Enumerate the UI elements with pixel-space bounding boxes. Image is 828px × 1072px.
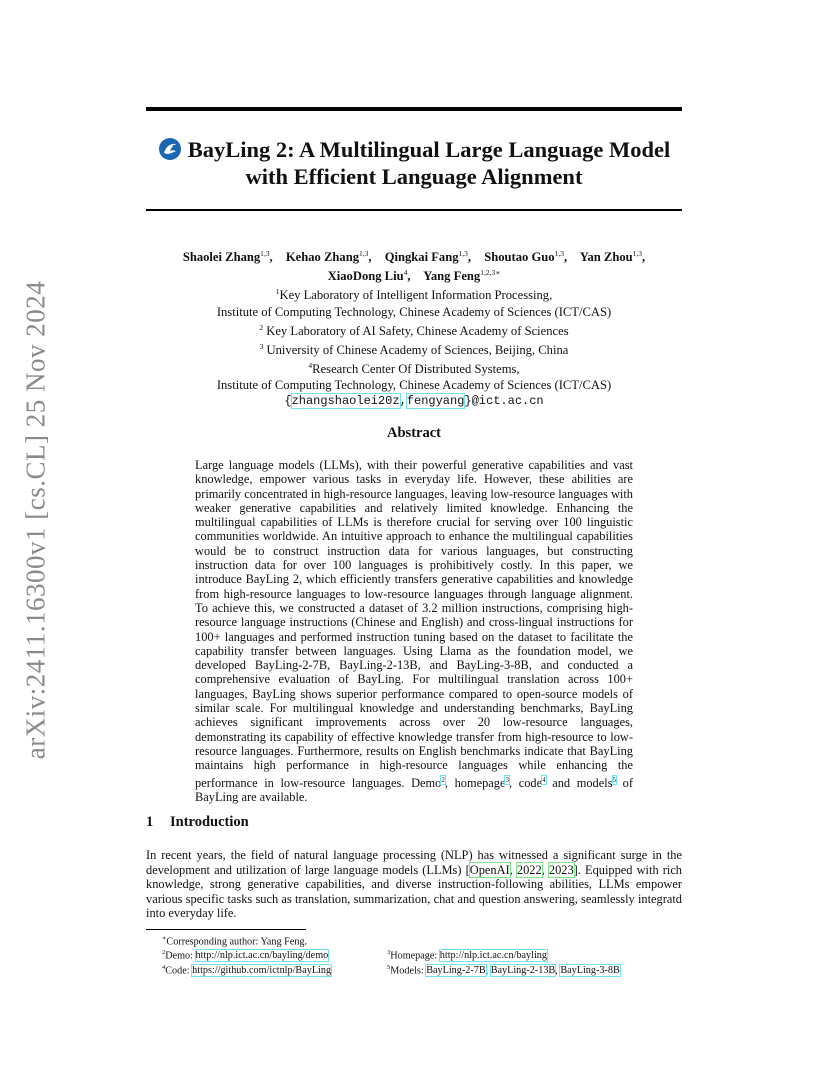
affiliation-text: Key Laboratory of Intelligent Information Processing, (279, 288, 553, 303)
author-name: Yan Zhou (579, 250, 633, 265)
section-heading (146, 814, 249, 831)
section-title: Introduction (170, 814, 249, 830)
citation-sep: , (541, 862, 549, 877)
author-name: Kehao Zhang (285, 250, 359, 265)
footnote-mark: 5 (387, 964, 391, 971)
affiliation-3 (146, 339, 682, 358)
tail-homepage: , homepage (444, 775, 506, 790)
abstract-body (195, 458, 633, 804)
footnote-mark: 4 (162, 964, 166, 971)
affiliation-1-institute: Institute of Computing Technology, Chinese Academy of Sciences (ICT/CAS) (216, 304, 612, 319)
model-link-bayling-2-7b[interactable]: BayLing-2-7B (426, 965, 486, 977)
author-name: Shoutao Guo (484, 250, 555, 265)
affiliation-4 (146, 358, 682, 377)
author-affil-sup: 1,3 (632, 249, 643, 258)
footnote-sep: , (485, 965, 491, 977)
code-link[interactable]: https://github.com/ictnlp/BayLing (192, 965, 332, 977)
author-affil-sup: 1,2,3∗ (480, 268, 501, 278)
email-link-fengyang[interactable]: fengyang (406, 394, 465, 409)
demo-link[interactable]: http://nlp.ict.ac.cn/bayling/demo (195, 950, 329, 962)
footnote-3 (387, 947, 547, 962)
intro-text-a: In recent years, the field of natural language processing (NLP) has witnessed a significant surge in the development and utilization of large language models (LLMs) [ (146, 848, 682, 877)
email-brace: { (284, 394, 292, 409)
footnote-mark: ∗ (162, 935, 167, 942)
footnote-2 (162, 947, 328, 962)
footnote-ref-4[interactable]: 4 (542, 775, 546, 784)
author-affil-sup: 1,3 (458, 249, 468, 258)
author-name: Yang Feng (423, 269, 481, 284)
affiliation-text: Research Center Of Distributed Systems, (312, 362, 520, 377)
citation-2022[interactable]: 2022 (516, 862, 542, 877)
footnote-5 (387, 962, 620, 977)
author-name: XiaoDong Liu (327, 269, 404, 284)
author-names: Shaolei Zhang$^{1,3}$, Kehao Zhang$^{1,3}$, Qingkai Fang$^{1,3}$, Shoutao Guo$^{1,3}$, Yan Zhou$^{1,3}$, XiaoDong Liu$^4$, Yang Feng$^{1,2,3∗}$ (182, 249, 646, 284)
introduction-paragraph (146, 848, 682, 921)
affiliation-2 (146, 320, 682, 339)
footnote-ref-3[interactable]: 3 (505, 775, 509, 784)
model-link-bayling-2-13b[interactable]: BayLing-2-13B (490, 965, 556, 977)
footnote-label: Models: (390, 965, 427, 977)
affiliation-text: Key Laboratory of AI Safety, Chinese Academy of Sciences (263, 323, 569, 338)
affiliation-sup: 3 (259, 341, 264, 351)
abstract-heading: Abstract (387, 425, 441, 441)
email-link-zhangshaolei[interactable]: zhangshaolei20z (291, 394, 400, 409)
citation-sep: , (509, 862, 517, 877)
author-affil-sup: 1,3 (554, 249, 564, 258)
author-name: Shaolei Zhang (182, 250, 261, 265)
author-affil-sup: 1,3 (359, 249, 369, 258)
title-line-2: with Efficient Language Alignment (245, 164, 583, 189)
footnote-4 (162, 962, 331, 977)
footnote-rule (146, 929, 306, 930)
email-line (146, 393, 682, 409)
citation-openai[interactable]: OpenAI (469, 862, 510, 877)
affiliation-sup: 1 (275, 287, 280, 297)
affiliation-text: University of Chinese Academy of Sciences, Beijing, China (263, 342, 569, 357)
footnote-label: Code: (165, 965, 193, 977)
email-comma: , (399, 394, 407, 409)
footnote-sep: , (555, 965, 561, 977)
abstract-text: Large language models (LLMs), with their powerful generative capabilities and vast knowledge, empower various tasks in everyday life. However, these abilities are primarily concentrated in high-resource languages, leaving low-resource languages with weaker generative capabilities and relatively limited knowledge. Enhancing the multilingual capabilities of LLMs is therefore crucial for serving over 100 linguistic communities worldwide. An intuitive approach to enhance the multilingual capabilities would be to construct instruction data for various languages, but constructing instruction data for over 100 languages is prohibitively costly. In this paper, we introduce BayLing 2, which efficiently transfers generative capabilities and knowledge from high-resource languages to low-resource languages through language alignment. To achieve this, we constructed a dataset of 3.2 million instructions, comprising high-resource language instructions (Chinese and English) and cross-lingual instructions for 100+ languages and performed instruction tuning based on the dataset to facilitate the capability transfer between languages. Using Llama as the foundation model, we developed BayLing-2-7B, BayLing-2-13B, and BayLing-3-8B, and conducted a comprehensive evaluation of BayLing. For multilingual translation across 100+ languages, BayLing shows superior performance compared to open-source models of similar scale. For multilingual knowledge and understanding benchmarks, BayLing achieves significant improvements across over 20 low-resource languages, demonstrating its capability of effective knowledge transfer from high-resource to low-resource languages. Furthermore, results on English benchmarks indicate that BayLing maintains high performance in high-resource languages while enhancing the performance in low-resource languages. (195, 458, 633, 790)
title-top-rule (146, 107, 682, 111)
affiliation-1 (146, 284, 682, 303)
footnote-mark: 3 (387, 949, 391, 956)
paper-title (146, 136, 682, 190)
arxiv-identifier (21, 280, 51, 760)
affiliation-sup: 2 (259, 322, 264, 332)
citation-2023[interactable]: 2023 (548, 862, 574, 877)
title-line-1: BayLing 2: A Multilingual Large Language Model (187, 137, 671, 162)
author-affil-sup: 4 (403, 268, 408, 278)
homepage-link[interactable]: http://nlp.ict.ac.cn/bayling (439, 950, 547, 962)
section-number: 1 (146, 814, 154, 830)
footnote-label: Homepage: (390, 950, 440, 962)
footnote-text: Corresponding author: Yang Feng. (166, 936, 308, 948)
footnote-label: Demo: (165, 950, 196, 962)
tail-code: , code (508, 775, 543, 790)
model-link-bayling-3-8b[interactable]: BayLing-3-8B (560, 965, 620, 977)
email-domain: }@ict.ac.cn (464, 394, 544, 409)
footnote-ref-5[interactable]: 5 (612, 775, 617, 784)
tail-models: and models (545, 775, 613, 790)
affiliation-sup: 4 (308, 360, 313, 370)
title-bottom-rule (146, 209, 682, 211)
footnote-mark: 2 (162, 949, 166, 956)
tail-demo: Demo (411, 775, 442, 790)
tail-available: of BayLing are available. (195, 775, 633, 804)
affiliation-4-institute: Institute of Computing Technology, Chinese Academy of Sciences (ICT/CAS) (216, 378, 612, 393)
author-name: Qingkai Fang (384, 250, 459, 265)
author-block (146, 246, 682, 409)
author-affil-sup: 1,3 (260, 249, 270, 258)
bayling-logo-icon (158, 137, 182, 161)
intro-text-b: ]. Equipped with rich knowledge, strong generative capabilities, and diverse instruction-following abilities, LLMs empower various specific tasks such as translation, summarization, chat and question answering, seamlessly integratd into everyday life. (146, 862, 683, 921)
arxiv-identifier-text: arXiv:2411.16300v1 [cs.CL] 25 Nov 2024 (20, 280, 51, 760)
footnote-ref-2[interactable]: 2 (441, 775, 445, 784)
